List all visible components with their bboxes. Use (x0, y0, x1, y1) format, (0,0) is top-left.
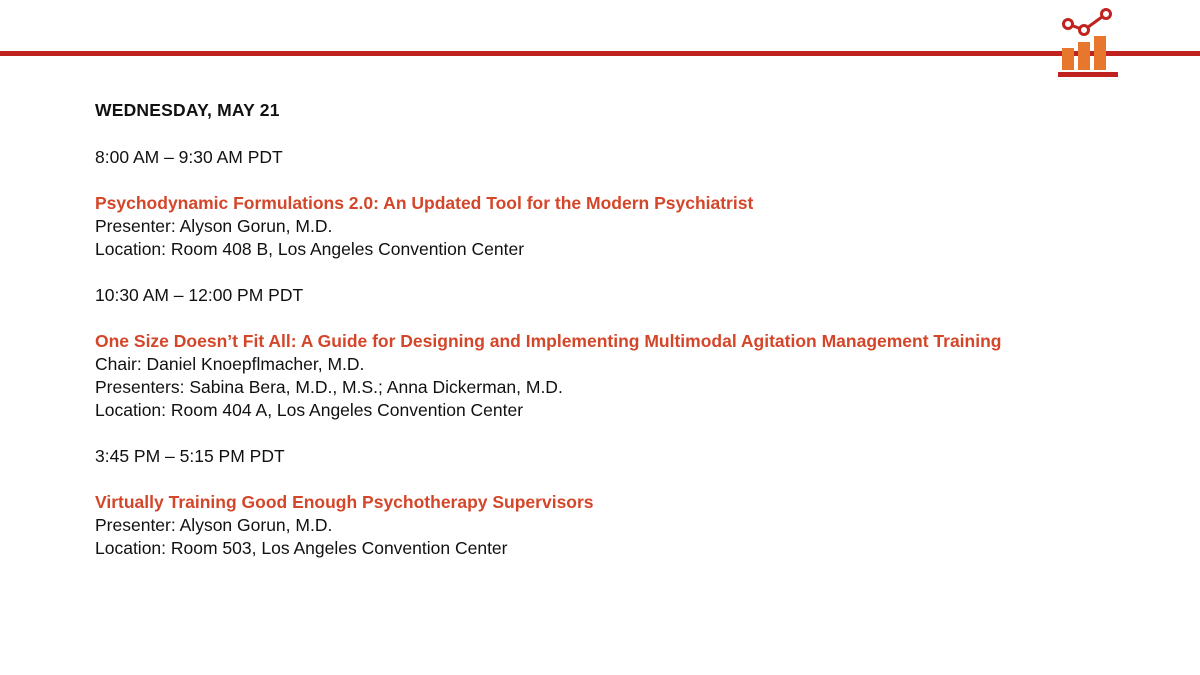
session-time: 10:30 AM – 12:00 PM PDT (95, 285, 304, 305)
session-block-3 (95, 445, 1155, 560)
session-title: Psychodynamic Formulations 2.0: An Updated Tool for the Modern Psychiatrist (95, 193, 754, 213)
schedule (95, 99, 1155, 583)
session-title: Virtually Training Good Enough Psychotherapy Supervisors (95, 492, 594, 512)
session-location: Location: Room 404 A, Los Angeles Convention Center (95, 400, 524, 420)
session-details (95, 491, 1155, 560)
session-presenter: Presenter: Alyson Gorun, M.D. (95, 216, 333, 236)
day-heading: WEDNESDAY, MAY 21 (95, 100, 280, 120)
session-title: One Size Doesn’t Fit All: A Guide for Designing and Implementing Multimodal Agitation Management Training (95, 331, 1002, 351)
session-block-1 (95, 146, 1155, 261)
header-rule (0, 51, 1200, 56)
session-location: Location: Room 408 B, Los Angeles Convention Center (95, 239, 525, 259)
session-chair: Chair: Daniel Knoepflmacher, M.D. (95, 354, 365, 374)
session-time: 3:45 PM – 5:15 PM PDT (95, 446, 285, 466)
bar-chart-trend-icon (1056, 4, 1120, 82)
session-details (95, 330, 1155, 422)
session-presenters: Presenters: Sabina Bera, M.D., M.S.; Anna Dickerman, M.D. (95, 377, 563, 397)
session-presenter: Presenter: Alyson Gorun, M.D. (95, 515, 333, 535)
session-time: 8:00 AM – 9:30 AM PDT (95, 147, 283, 167)
session-location: Location: Room 503, Los Angeles Convention Center (95, 538, 508, 558)
session-block-2 (95, 284, 1155, 422)
session-details (95, 192, 1155, 261)
